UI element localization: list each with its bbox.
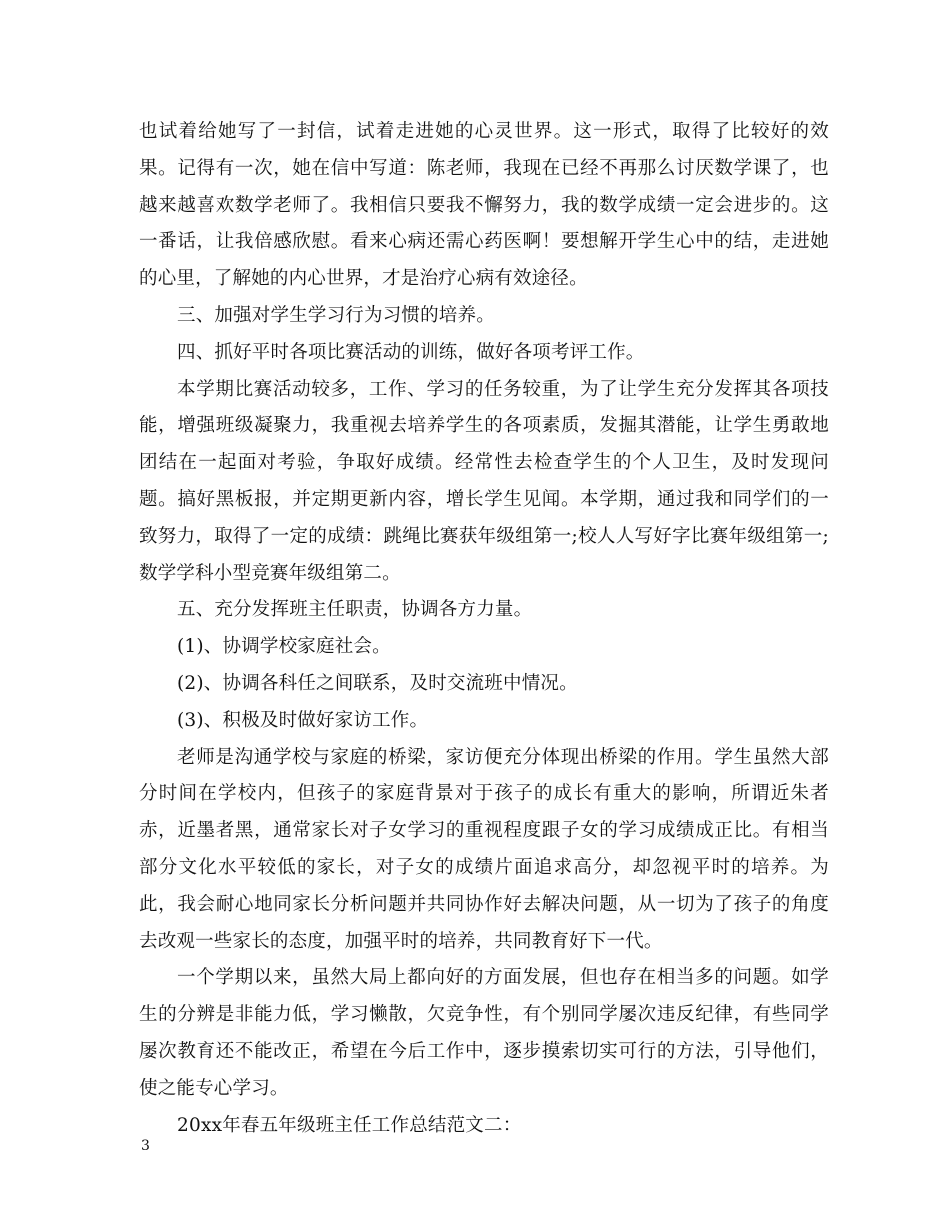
paragraph-competitions: 本学期比赛活动较多，工作、学习的任务较重，为了让学生充分发挥其各项技能，增强班级凝聚力，我重视去培养学生的各项素质，发掘其潜能，让学生勇敢地团结在一起面对考验，争取好成绩。经常性去检查学生的个人卫生，及时发现问题。搞好黑板报，并定期更新内容，增长学生见闻。本学期，通过我和同学们的一致努力，取得了一定的成绩：跳绳比赛获年级组第一;校人人写好字比赛年级组第一;数学学科小型竞赛年级组第二。 — [139, 378, 829, 584]
paragraph-letter-story: 也试着给她写了一封信，试着走进她的心灵世界。这一形式，取得了比较好的效果。记得有一次，她在信中写道：陈老师，我现在已经不再那么讨厌数学课了，也越来越喜欢数学老师了。我相信只要我不懈努力，我的数学成绩一定会进步的。这一番话，让我倍感欣慰。看来心病还需心药医啊！要想解开学生心中的结，走进她的心里，了解她的内心世界，才是治疗心病有效途径。 — [139, 121, 829, 290]
paragraph-item-one: (1)、协调学校家庭社会。 — [177, 636, 391, 658]
document-body — [139, 114, 829, 1144]
paragraph-semester-review: 一个学期以来，虽然大局上都向好的方面发展，但也存在相当多的问题。如学生的分辨是非能力低，学习懒散，欠竞争性，有个别同学屡次违反纪律，有些同学屡次教育还不能改正，希望在今后工作中，逐步摸索切实可行的方法，引导他们，使之能专心学习。 — [139, 967, 829, 1099]
paragraph-item-two: (2)、协调各科任之间联系，及时交流班中情况。 — [177, 672, 578, 694]
paragraph-item-three: (3)、积极及时做好家访工作。 — [177, 709, 429, 731]
paragraph-heading-three: 三、加强对学生学习行为习惯的培养。 — [177, 304, 495, 326]
paragraph-next-summary-title: 20xx年春五年级班主任工作总结范文二： — [177, 1114, 522, 1136]
paragraph-heading-four: 四、抓好平时各项比赛活动的训练，做好各项考评工作。 — [177, 341, 645, 363]
paragraph-home-visits: 老师是沟通学校与家庭的桥梁，家访便充分体现出桥梁的作用。学生虽然大部分时间在学校内，但孩子的家庭背景对于孩子的成长有重大的影响，所谓近朱者赤，近墨者黑，通常家长对子女学习的重视程度跟子女的学习成绩成正比。有相当部分文化水平较低的家长，对子女的成绩片面追求高分，却忽视平时的培养。为此，我会耐心地同家长分析问题并共同协作好去解决问题，从一切为了孩子的角度去改观一些家长的态度，加强平时的培养，共同教育好下一代。 — [139, 746, 829, 952]
page-number: 3 — [141, 1138, 150, 1154]
paragraph-heading-five: 五、充分发挥班主任职责，协调各方力量。 — [177, 599, 533, 621]
